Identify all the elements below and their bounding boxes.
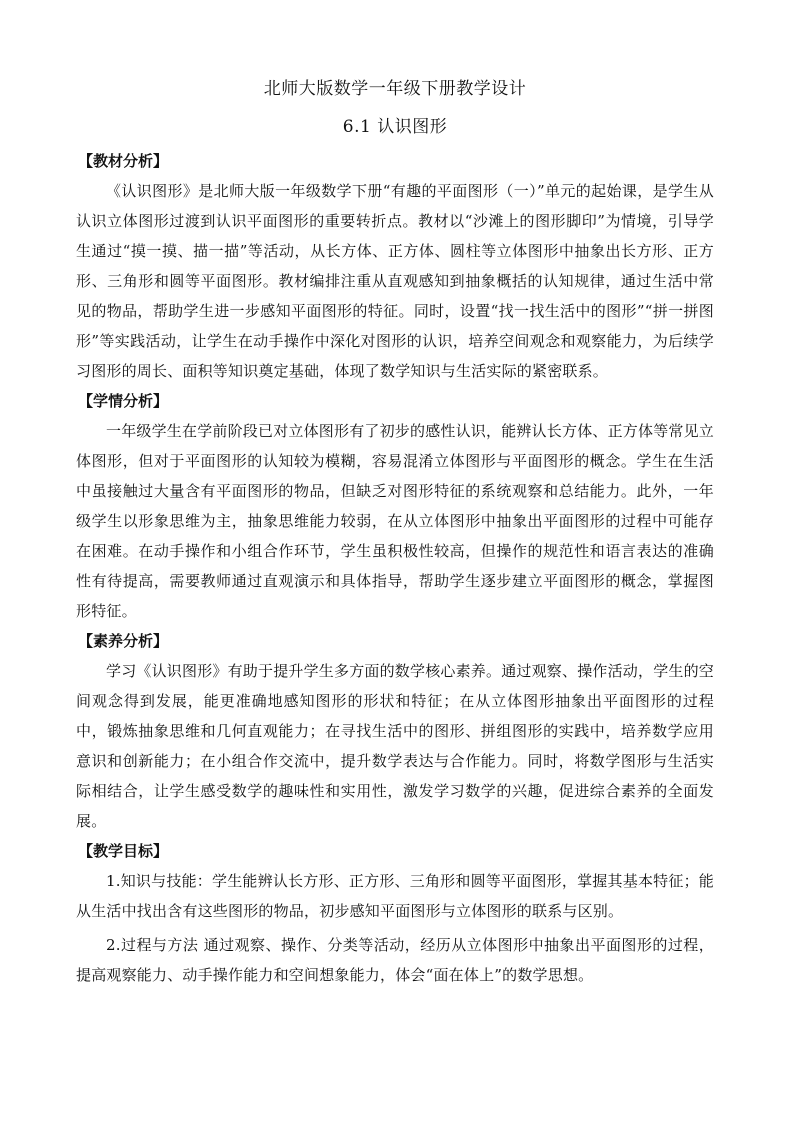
section-literacy-analysis (76, 626, 714, 836)
objective-process-methods: 2.过程与方法 通过观察、操作、分类等活动，经历从立体图形中抽象出平面图形的过程，提高观察能力、动手操作能力和空间想象能力，体会“面在体上”的数学思想。 (76, 936, 714, 984)
section-teaching-objectives (76, 836, 714, 990)
section-heading: 【教学目标】 (78, 842, 169, 860)
section-heading: 【素养分析】 (78, 632, 169, 650)
section-heading: 【学情分析】 (78, 392, 169, 410)
section-paragraph: 学习《认识图形》有助于提升学生多方面的数学核心素养。通过观察、操作活动，学生的空间观念得到发展，能更准确地感知图形的形状和特征；在从立体图形抽象出平面图形的过程中，锻炼抽象思维和几何直观能力；在寻找生活中的图形、拼组图形的实践中，培养数学应用意识和创新能力；在小组合作交流中，提升数学表达与合作能力。同时，将数学图形与生活实际相结合，让学生感受数学的趣味性和实用性，激发学习数学的兴趣，促进综合素养的全面发展。 (76, 662, 715, 830)
section-heading: 【教材分析】 (78, 152, 169, 170)
document-title: 北师大版数学一年级下册教学设计 (263, 79, 527, 99)
section-learner-analysis (76, 386, 714, 626)
section-paragraph: 一年级学生在学前阶段已对立体图形有了初步的感性认识，能辨认长方体、正方体等常见立体图形，但对于平面图形的认知较为模糊，容易混淆立体图形与平面图形的概念。学生在生活中虽接触过大量含有平面图形的物品，但缺乏对图形特征的系统观察和总结能力。此外，一年级学生以形象思维为主，抽象思维能力较弱，在从立体图形中抽象出平面图形的过程中可能存在困难。在动手操作和小组合作环节，学生虽积极性较高，但操作的规范性和语言表达的准确性有待提高，需要教师通过直观演示和具体指导，帮助学生逐步建立平面图形的概念，掌握图形特征。 (76, 422, 715, 620)
section-textbook-analysis (76, 146, 714, 386)
objective-knowledge-skills: 1.知识与技能：学生能辨认长方形、正方形、三角形和圆等平面图形，掌握其基本特征；能从生活中找出含有这些图形的物品，初步感知平面图形与立体图形的联系与区别。 (76, 872, 714, 920)
section-paragraph: 《认识图形》是北师大版一年级数学下册“有趣的平面图形（一）”单元的起始课，是学生从认识立体图形过渡到认识平面图形的重要转折点。教材以“沙滩上的图形脚印”为情境，引导学生通过“摸一摸、描一描”等活动，从长方体、正方体、圆柱等立体图形中抽象出长方形、正方形、三角形和圆等平面图形。教材编排注重从直观感知到抽象概括的认知规律，通过生活中常见的物品，帮助学生进一步感知平面图形的特征。同时，设置“找一找生活中的图形”“拼一拼图形”等实践活动，让学生在动手操作中深化对图形的认识，培养空间观念和观察能力，为后续学习图形的周长、面积等知识奠定基础，体现了数学知识与生活实际的紧密联系。 (76, 182, 714, 380)
lesson-title: 6.1 认识图形 (342, 117, 448, 137)
